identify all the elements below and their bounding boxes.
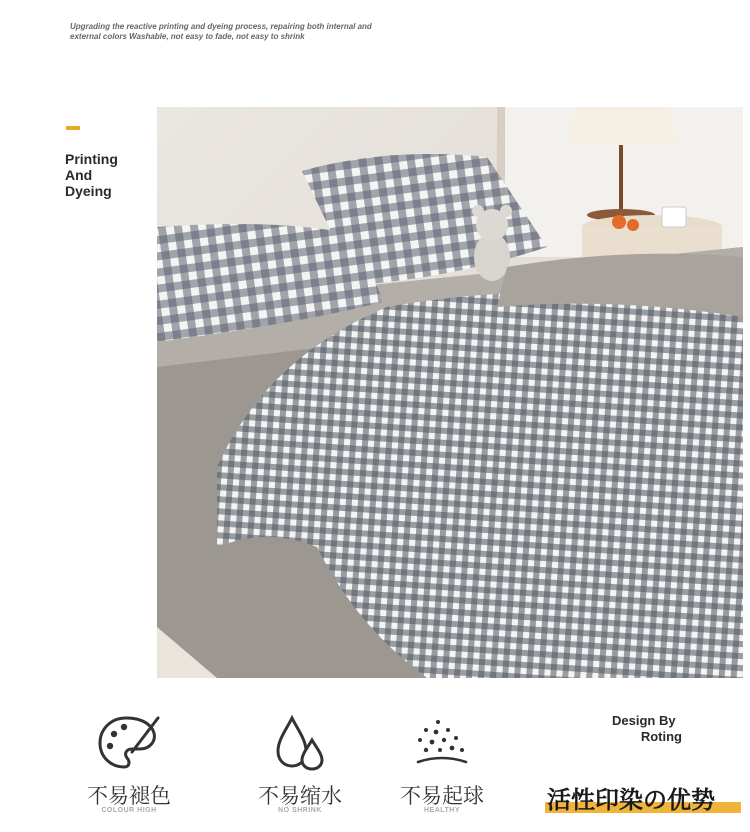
feature-subtitle: NO SHRINK xyxy=(278,807,322,814)
feature-title: 不易褪色 xyxy=(87,785,171,808)
section-title-line: Dyeing xyxy=(65,183,112,199)
advantage-heading xyxy=(545,780,745,820)
section-title xyxy=(65,151,145,199)
design-by-line: Design By xyxy=(612,713,676,728)
water-drops-icon xyxy=(274,714,326,772)
accent-bar xyxy=(66,126,80,130)
feature-title: 不易起球 xyxy=(400,785,484,808)
feature-subtitle: HEALTHY xyxy=(423,807,461,814)
design-by-label xyxy=(612,713,682,745)
design-by-brand: Roting xyxy=(640,729,682,744)
feature-subtitle: COLOUR HIGH xyxy=(101,807,157,814)
bedding-photo xyxy=(157,107,743,678)
intro-description: Upgrading the reactive printing and dyeing process, repairing both internal and external colors Washable, not easy to fade, not easy to shrink xyxy=(70,22,372,41)
feature-title: 不易缩水 xyxy=(258,785,342,808)
palette-icon xyxy=(96,714,162,772)
dots-icon xyxy=(414,718,470,766)
advantage-text: 活性印染の优势 xyxy=(547,787,715,814)
section-title-line: And xyxy=(65,167,93,183)
section-title-line: Printing xyxy=(65,151,118,167)
top-cut-heading xyxy=(70,0,370,4)
